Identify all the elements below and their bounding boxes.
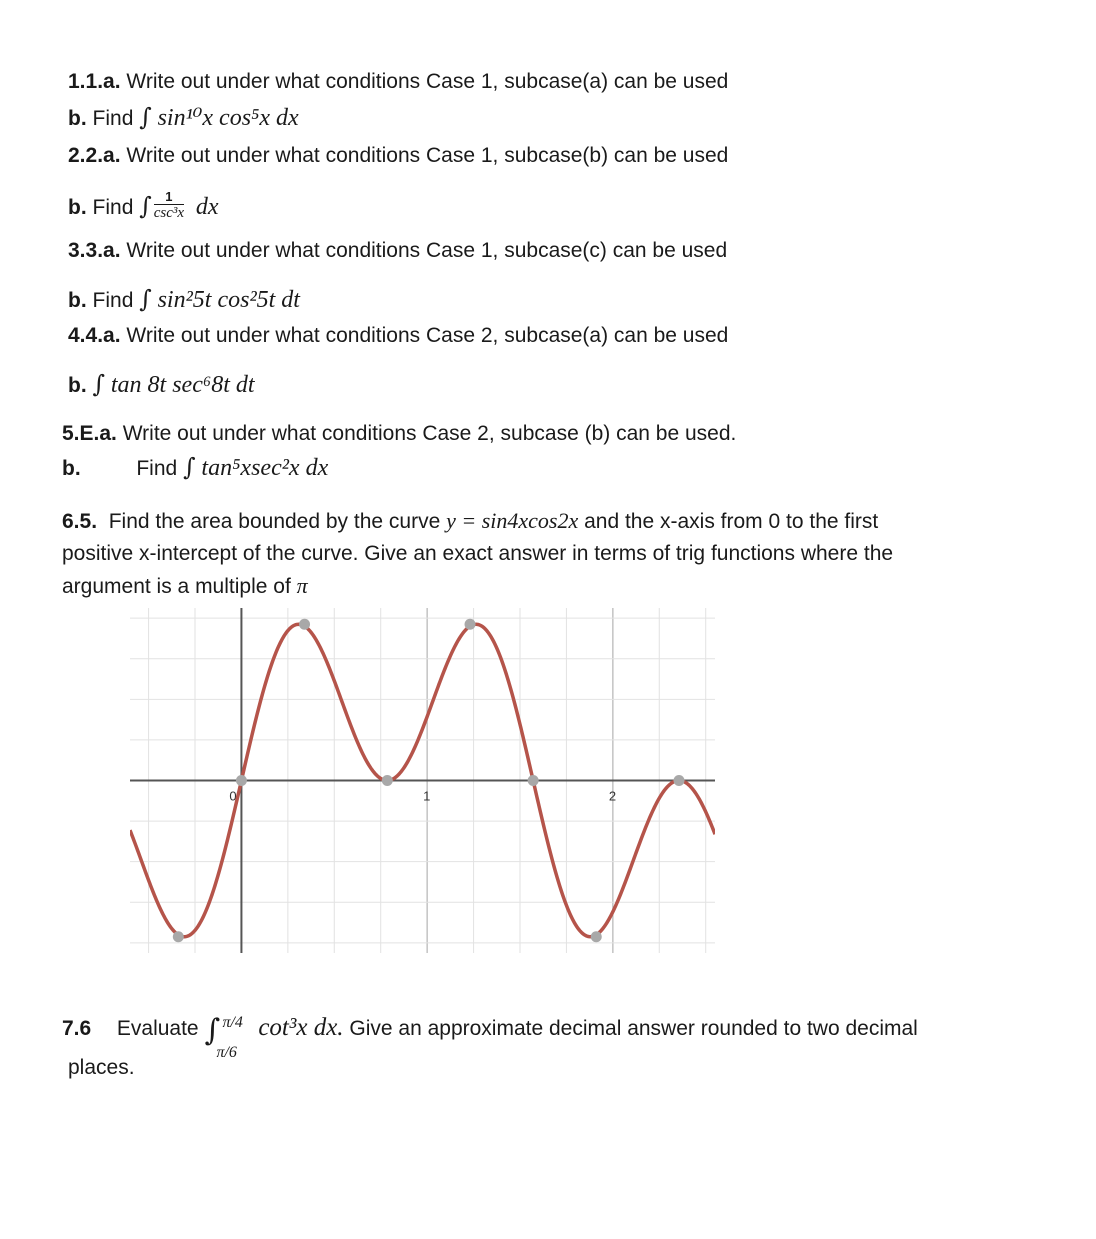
q7-places: places. (68, 1056, 135, 1079)
q3-a-text: Write out under what conditions Case 1, subcase(c) can be used (126, 239, 728, 262)
q6-text-after: and the x-axis from 0 to the first (584, 510, 879, 533)
q3-b-expression: sin²5t cos²5t dt (157, 287, 300, 313)
marked-point (674, 775, 685, 786)
marked-point (591, 931, 602, 942)
q2-a-text: Write out under what conditions Case 1, subcase(b) can be used (126, 144, 729, 167)
x-tick-label: 1 (423, 788, 431, 804)
q4-b-number: b. (68, 374, 87, 397)
integral-sign-icon: ∫ (92, 370, 106, 398)
q6-line2: positive x-intercept of the curve. Give an exact answer in terms of trig functions where the (62, 542, 894, 565)
q2-b (68, 189, 219, 224)
q5-b-find: Find (136, 457, 178, 480)
q7-number: 7.6 (62, 1017, 92, 1040)
q2-b-fraction (154, 190, 184, 222)
q6-line3: argument is a multiple of (62, 575, 291, 598)
q3-a-number: 3.3.a. (68, 239, 121, 262)
integral-sign-icon: ∫ (139, 103, 152, 131)
q6-text-before: Find the area bounded by the curve (108, 510, 441, 533)
q6-equation: y = sin4xcos2x (446, 508, 579, 533)
integral-sign-icon: ∫ (183, 453, 196, 481)
graph-axes (130, 608, 715, 953)
marked-point (173, 931, 184, 942)
marked-point (236, 775, 247, 786)
q5-a-number: 5.E.a. (62, 422, 117, 445)
q2-a (68, 142, 728, 170)
q1-b (68, 103, 299, 133)
q2-b-dx: dx (195, 194, 219, 220)
q2-a-number: 2.2.a. (68, 144, 121, 167)
q7-text: Give an approximate decimal answer rounded to two decimal (349, 1017, 918, 1040)
q1-a-number: 1.1.a. (68, 70, 121, 93)
q4-b-expression: tan 8t sec⁶8t dt (110, 372, 255, 398)
function-graph (130, 608, 715, 953)
q7-upper-limit: π/4 (222, 1014, 243, 1032)
q5-b-number: b. (62, 457, 81, 480)
q6-paragraph (62, 505, 1052, 603)
q3-b-number: b. (68, 289, 87, 312)
q6-pi: π (296, 573, 308, 598)
q2-b-denominator: csc³x (153, 205, 185, 222)
q2-b-number: b. (68, 196, 87, 219)
q6-number: 6.5. (62, 510, 98, 533)
q4-a-number: 4.4.a. (68, 324, 121, 347)
marked-point (465, 619, 476, 630)
q2-b-numerator: 1 (154, 190, 184, 205)
q4-a-text: Write out under what conditions Case 2, subcase(a) can be used (126, 324, 729, 347)
q1-b-find: Find (92, 107, 134, 130)
marked-point (382, 775, 393, 786)
q7 (62, 1008, 918, 1062)
integral-sign-icon: ∫ (139, 192, 152, 220)
q7-lower-limit: π/6 (216, 1044, 237, 1062)
q7-expression: cot³x dx. (258, 1014, 344, 1041)
q4-b (68, 370, 255, 400)
q7-definite-integral (204, 1009, 252, 1062)
integral-sign-icon: ∫ (139, 285, 152, 313)
marked-point (528, 775, 539, 786)
x-tick-label: 0 (229, 788, 237, 804)
q1-b-number: b. (68, 107, 87, 130)
q3-b-find: Find (92, 289, 134, 312)
q3-b (68, 285, 300, 315)
q5-b (62, 453, 328, 483)
q1-a-text: Write out under what conditions Case 1, subcase(a) can be used (126, 70, 729, 93)
integral-sign-icon: ∫ (204, 1013, 221, 1049)
q4-a (68, 322, 728, 350)
q7-evaluate: Evaluate (116, 1017, 199, 1040)
x-tick-label: 2 (608, 788, 617, 804)
marked-point (299, 619, 310, 630)
q1-b-expression: sin¹⁰x cos⁵x dx (157, 105, 299, 131)
q7-line2 (68, 1054, 135, 1082)
q5-a-text: Write out under what conditions Case 2, subcase (b) can be used. (122, 422, 737, 445)
q5-b-expression: tan⁵xsec²x dx (201, 455, 329, 481)
q1-a (68, 68, 728, 96)
q3-a (68, 237, 727, 265)
q2-b-find: Find (92, 196, 134, 219)
q5-a (62, 420, 736, 448)
